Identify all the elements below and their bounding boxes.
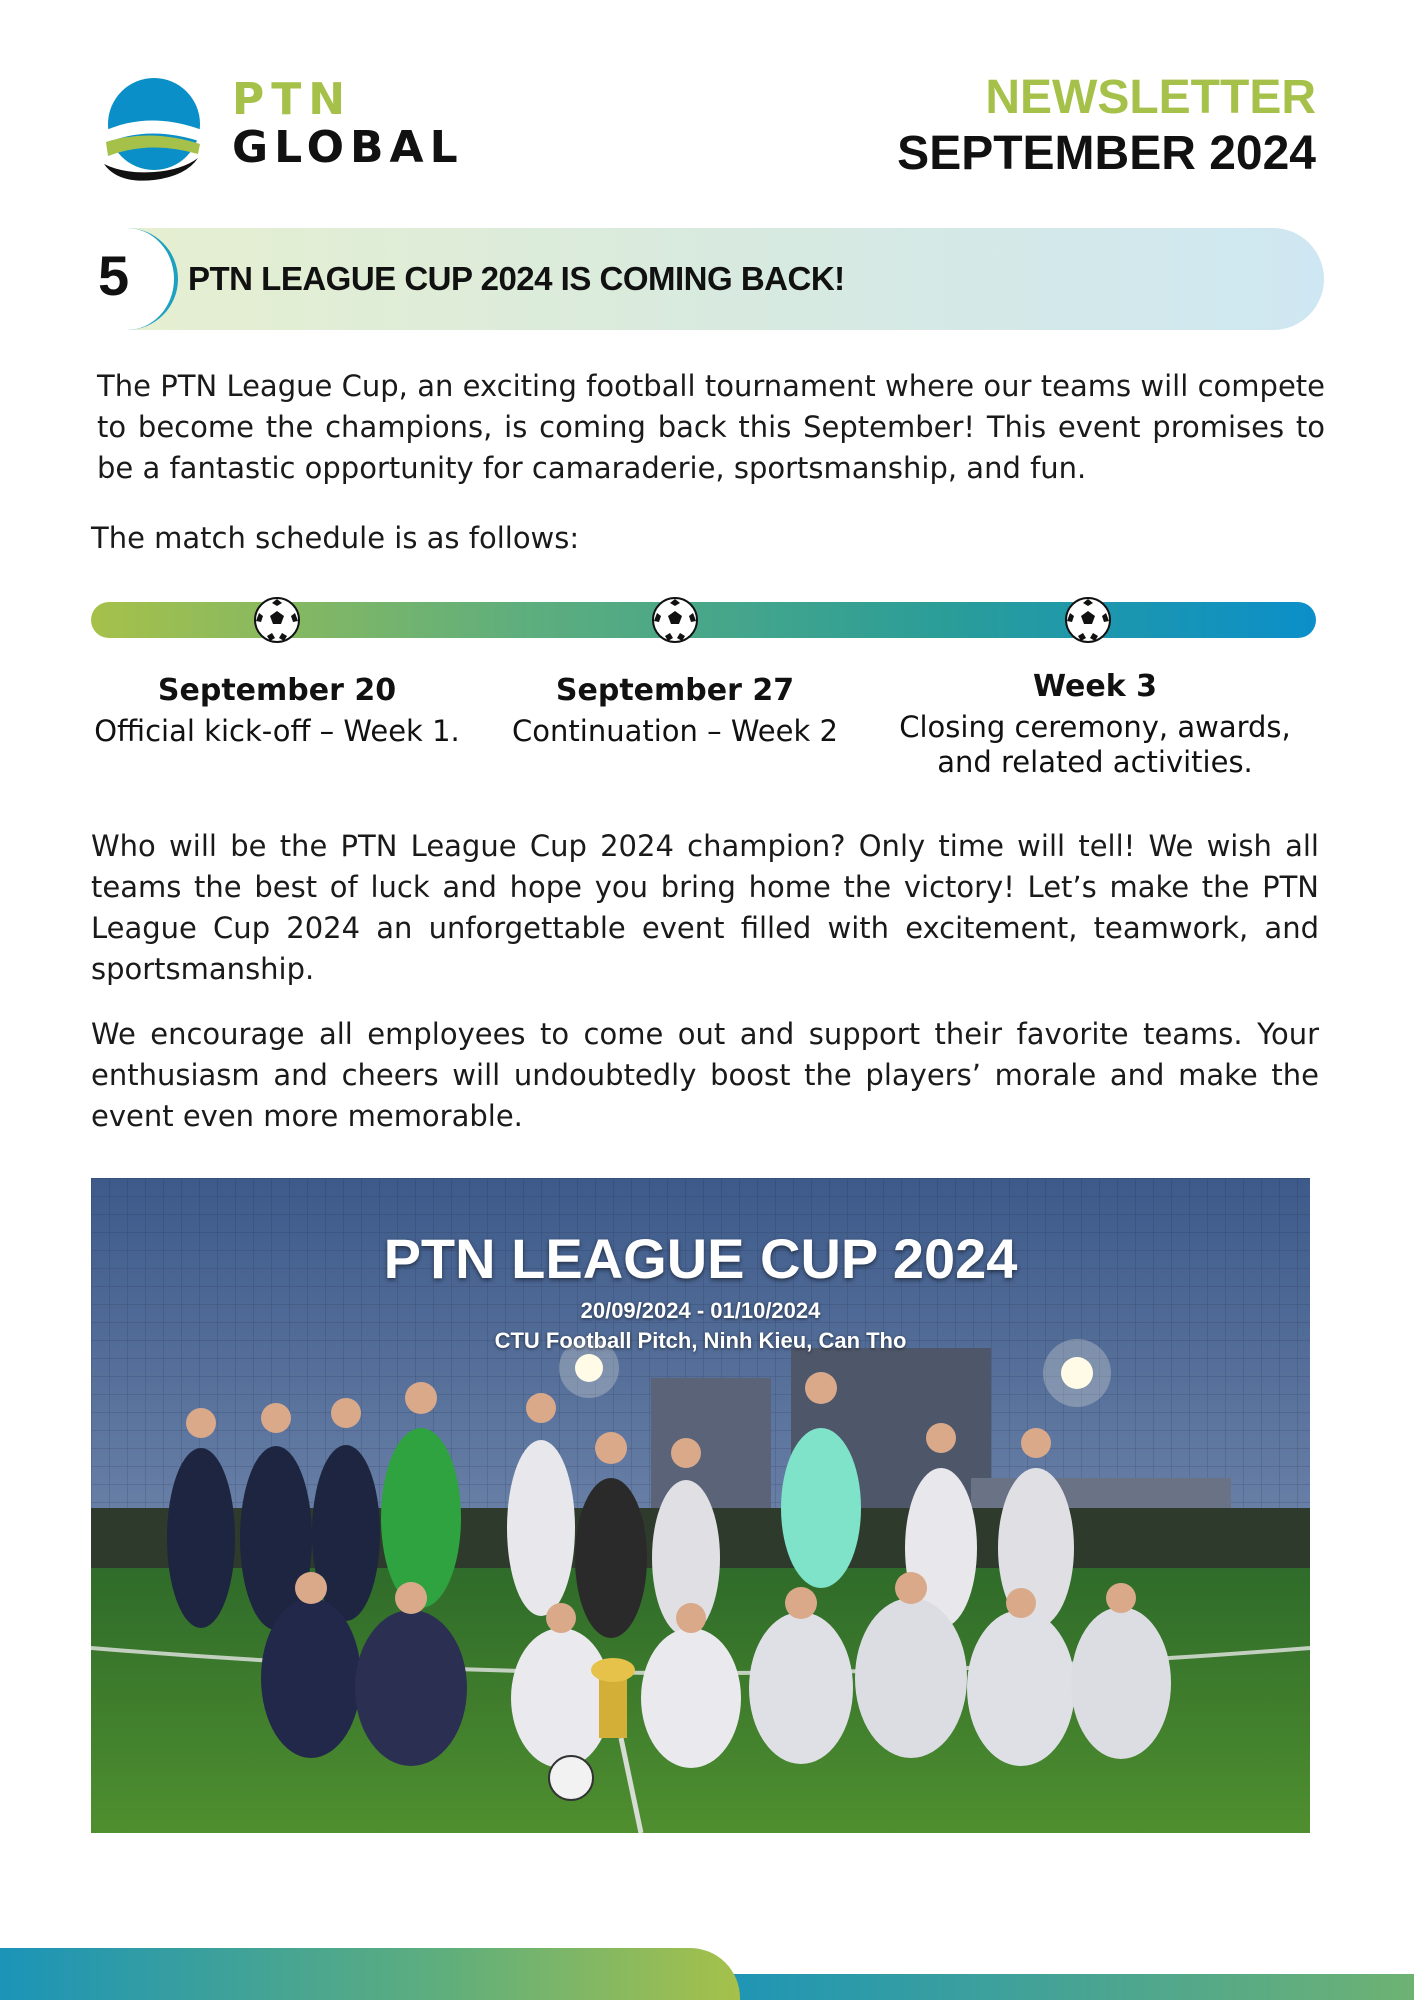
schedule-desc: Continuation – Week 2 bbox=[512, 714, 838, 748]
schedule-date: Week 3 bbox=[1033, 669, 1157, 704]
football-icon bbox=[253, 596, 301, 644]
schedule-item bbox=[77, 668, 477, 749]
schedule-desc: Closing ceremony, awards, and related activities. bbox=[899, 710, 1291, 779]
schedule-item bbox=[895, 664, 1295, 780]
schedule-item bbox=[475, 668, 875, 749]
team-photo bbox=[91, 1178, 1310, 1833]
photo-event-title: PTN LEAGUE CUP 2024 bbox=[383, 1227, 1018, 1290]
logo-text-ptn: PTN bbox=[232, 74, 353, 125]
schedule-intro: The match schedule is as follows: bbox=[91, 521, 580, 555]
logo-text-global: GLOBAL bbox=[232, 122, 464, 173]
football-icon bbox=[1064, 596, 1112, 644]
footer-stripe bbox=[700, 1974, 1414, 2000]
company-logo-icon bbox=[98, 72, 204, 188]
football-icon bbox=[651, 596, 699, 644]
section-title: PTN LEAGUE CUP 2024 IS COMING BACK! bbox=[188, 260, 845, 297]
issue-date: SEPTEMBER 2024 bbox=[897, 127, 1316, 180]
newsletter-label: NEWSLETTER bbox=[985, 71, 1316, 124]
footer-wave bbox=[0, 1948, 740, 2000]
schedule-desc: Official kick-off – Week 1. bbox=[94, 714, 460, 748]
schedule-date: September 20 bbox=[157, 673, 397, 708]
intro-paragraph: The PTN League Cup, an exciting football tournament where our teams will compete to become the champions, is coming back this September! This event promises to be a fantastic opportunity for camaraderie, sportsmanship, and fun. bbox=[97, 369, 1325, 485]
closing-paragraph: Who will be the PTN League Cup 2024 champion? Only time will tell! We wish all teams the best of luck and hope you bring home the victory! Let’s make the PTN League Cup 2024 an unforgettable event filled with excitement, teamwork, and sportsmanship. bbox=[91, 829, 1319, 986]
schedule-date: September 27 bbox=[555, 673, 795, 708]
section-number: 5 bbox=[98, 244, 130, 307]
support-paragraph: We encourage all employees to come out and support their favorite teams. Your enthusiasm and cheers will undoubtedly boost the players’ morale and make the event even more memorable. bbox=[91, 1017, 1319, 1133]
photo-event-venue: CTU Football Pitch, Ninh Kieu, Can Tho bbox=[494, 1328, 907, 1353]
photo-event-dates: 20/09/2024 - 01/10/2024 bbox=[580, 1298, 821, 1323]
